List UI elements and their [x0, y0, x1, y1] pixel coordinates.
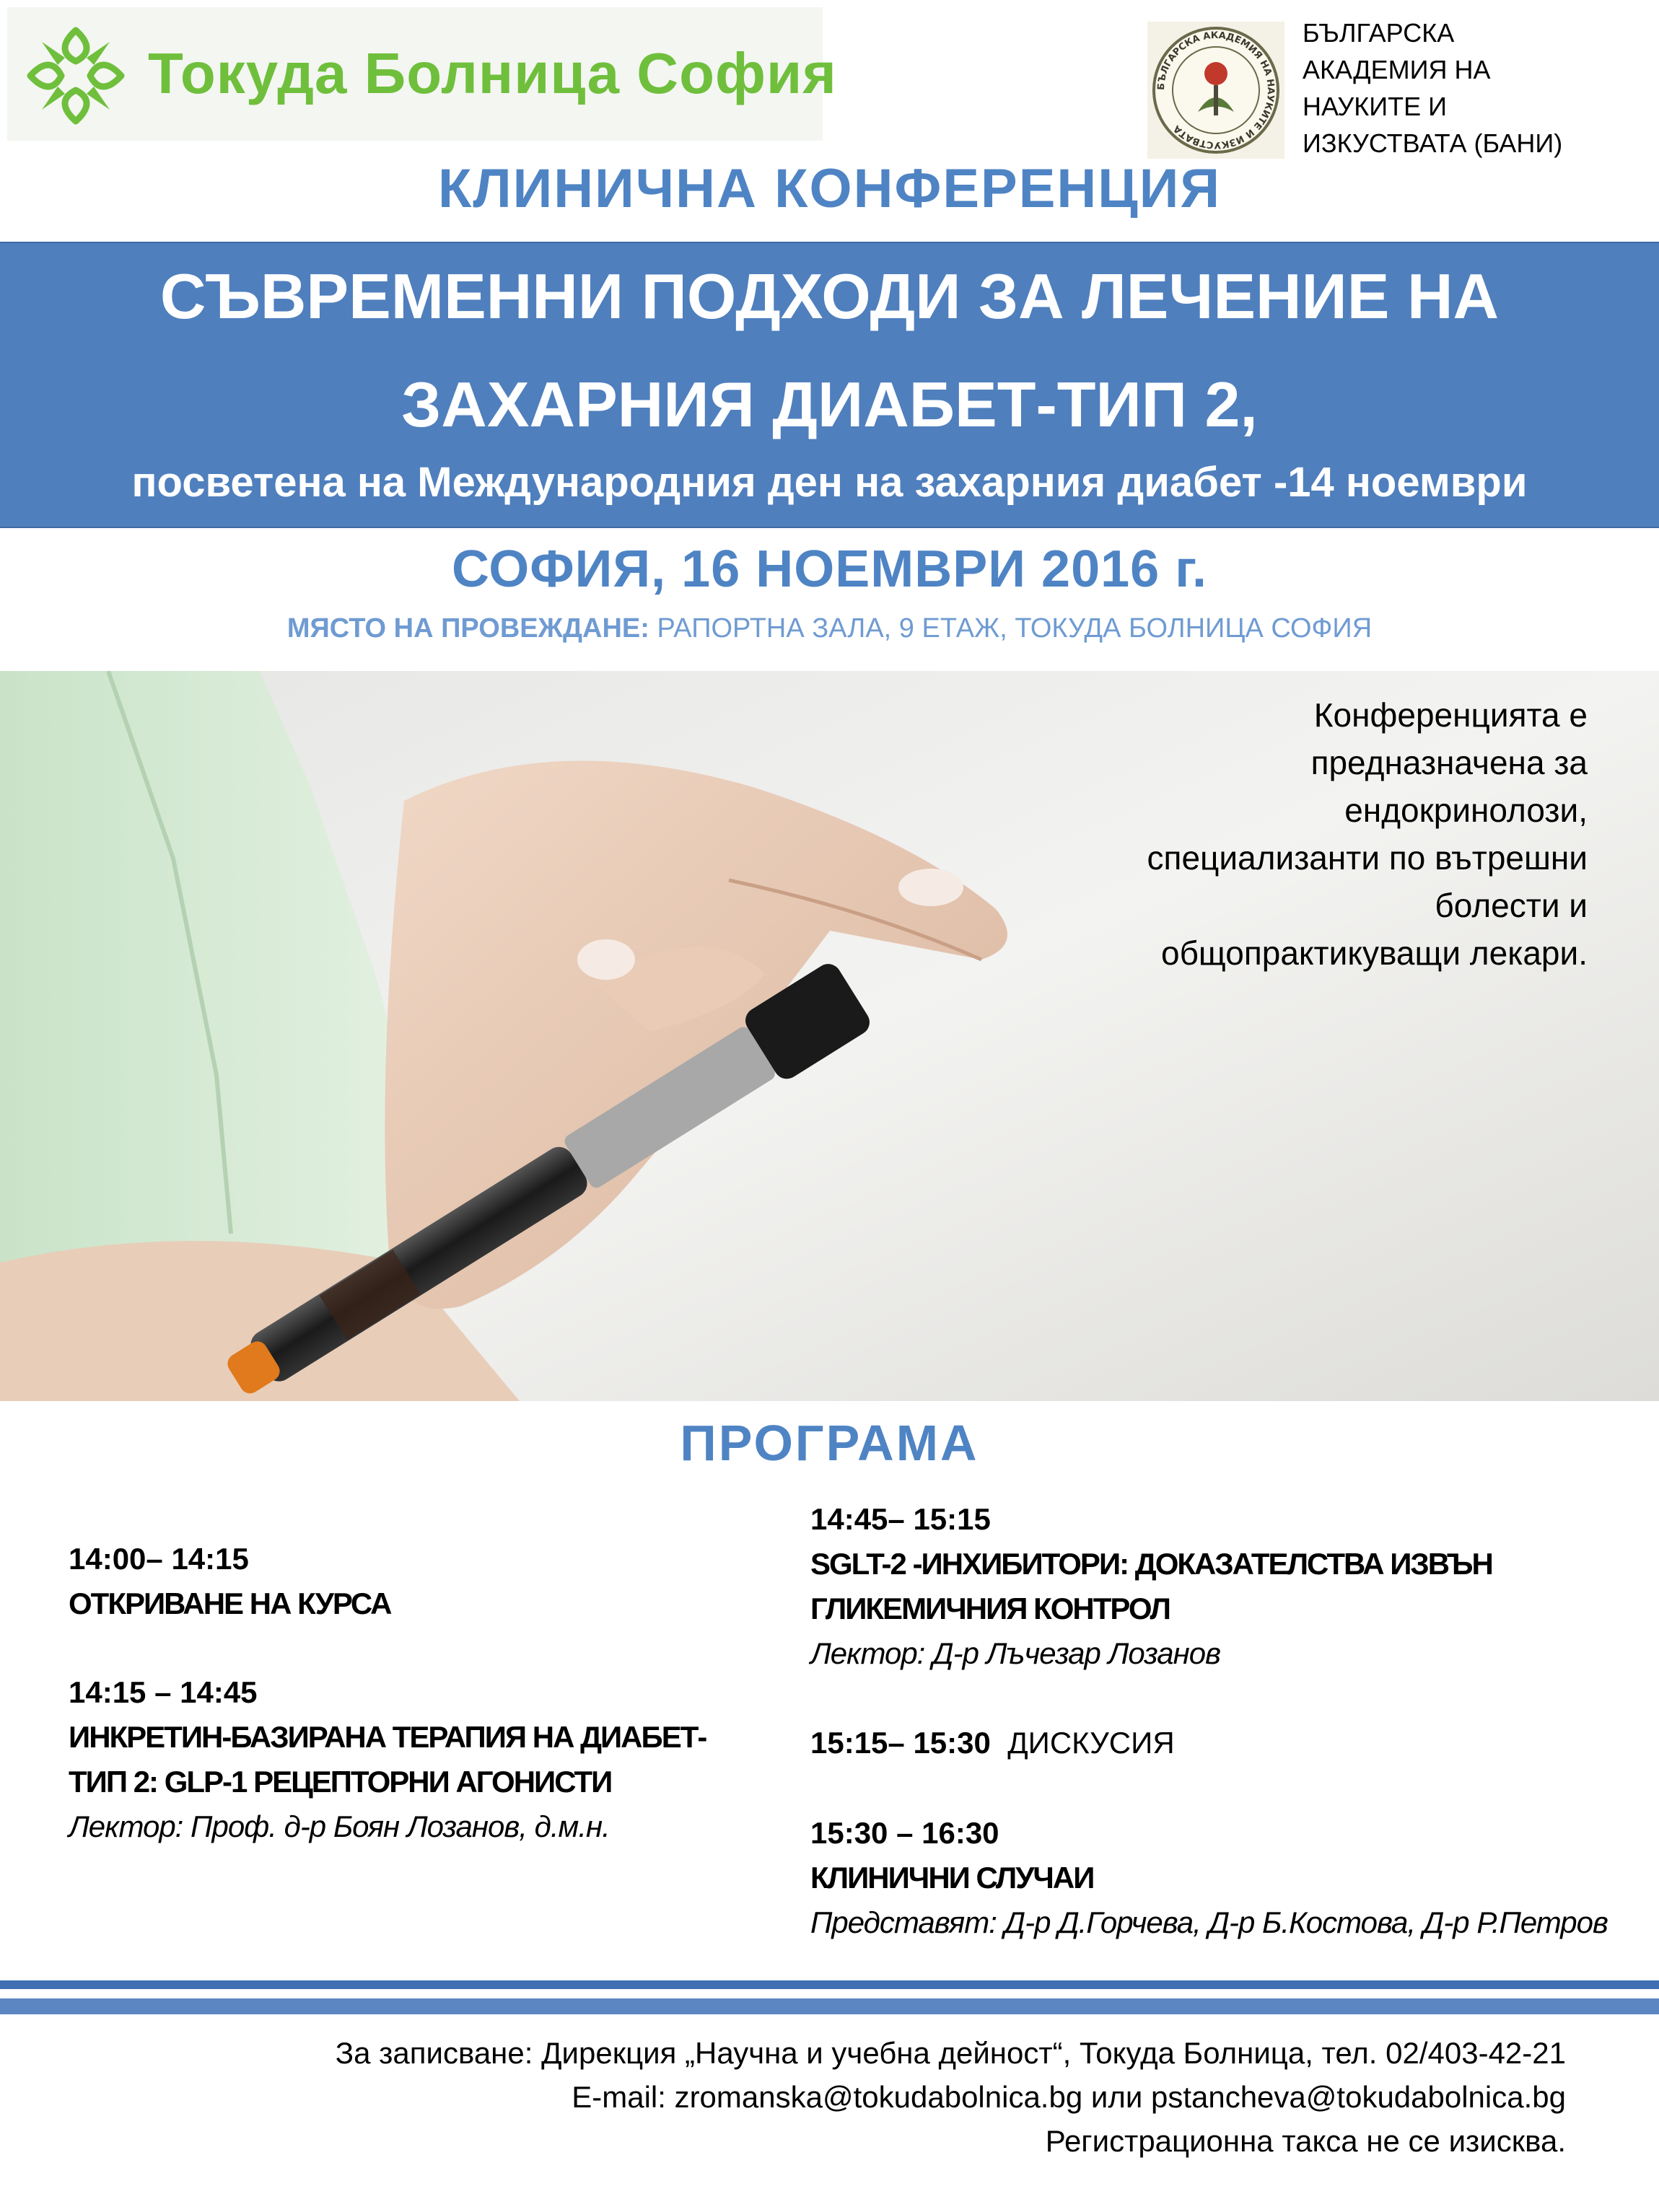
slot-lecturer: Лектор: Д-р Лъчезар Лозанов	[810, 1636, 1221, 1670]
program-slot	[810, 1811, 1640, 1945]
registration-info	[144, 2031, 1566, 2163]
registration-email: E-mail: zromanska@tokudabolnica.bg или pstancheva@tokudabolnica.bg	[572, 2080, 1566, 2114]
event-date: СОФИЯ, 16 НОЕМВРИ 2016 г.	[452, 540, 1207, 598]
title-line-2: ЗАХАРНИЯ ДИАБЕТ-ТИП 2,	[401, 369, 1258, 440]
hospital-logo-icon	[22, 22, 130, 130]
program-slot	[69, 1537, 790, 1626]
slot-topic: ИНКРЕТИН-БАЗИРАНА ТЕРАПИЯ НА ДИАБЕТ-	[69, 1720, 706, 1754]
event-venue	[0, 613, 1659, 644]
hospital-name: Токуда Болница София	[148, 41, 837, 105]
conference-label: КЛИНИЧНА КОНФЕРЕНЦИЯ	[437, 158, 1222, 219]
target-audience: Конференцията е предназначена за ендокринолози, специализанти по вътрешни болести и общопрактикуващи лекари.	[1147, 696, 1588, 972]
venue-value: РАПОРТНА ЗАЛА, 9 ЕТАЖ, ТОКУДА БОЛНИЦА СОФИЯ	[657, 613, 1373, 644]
slot-topic: ОТКРИВАНЕ НА КУРСА	[69, 1586, 391, 1620]
slot-topic: ТИП 2: GLP-1 РЕЦЕПТОРНИ АГОНИСТИ	[69, 1765, 612, 1799]
title-line-1: СЪВРЕМЕННИ ПОДХОДИ ЗА ЛЕЧЕНИЕ НА	[159, 260, 1500, 332]
slot-time: 15:15– 15:30	[810, 1726, 991, 1760]
registration-contact: За записване: Дирекция „Научна и учебна дейност“, Токуда Болница, тел. 02/403-42-21	[335, 2036, 1566, 2070]
slot-time: 14:00– 14:15	[69, 1542, 249, 1576]
slot-time: 14:15 – 14:45	[69, 1675, 258, 1709]
venue-label: МЯСТО НА ПРОВЕЖДАНЕ:	[286, 613, 649, 644]
slot-lecturer: Представят: Д-р Д.Горчева, Д-р Б.Костова, Д-р Р.Петров	[810, 1905, 1608, 1939]
slot-time: 15:30 – 16:30	[810, 1816, 999, 1850]
title-subtitle: посветена на Международния ден на захарния диабет -14 ноември	[131, 459, 1528, 506]
registration-fee-note: Регистрационна такса не се изисква.	[1045, 2124, 1566, 2158]
slot-topic: КЛИНИЧНИ СЛУЧАИ	[810, 1861, 1094, 1895]
program-slot	[810, 1721, 1604, 1765]
svg-text:БЪЛГАРСКА АКАДЕМИЯ НА НАУКИТЕ: БЪЛГАРСКА АКАДЕМИЯ НА НАУКИТЕ И ИЗКУСТВАТА	[1155, 30, 1277, 151]
slot-lecturer: Лектор: Проф. д-р Боян Лозанов, д.м.н.	[69, 1809, 610, 1843]
program-slot	[69, 1670, 790, 1849]
slot-topic: SGLT-2 -ИНХИБИТОРИ: ДОКАЗАТЕЛСТВА ИЗВЪН	[810, 1547, 1492, 1581]
divider	[0, 1980, 1659, 1989]
program-title: ПРОГРАМА	[680, 1415, 979, 1471]
program-slot	[810, 1497, 1604, 1676]
divider	[0, 1998, 1659, 2014]
academy-seal-icon	[1147, 22, 1284, 159]
slot-topic: ДИСКУСИЯ	[1007, 1726, 1175, 1760]
slot-time: 14:45– 15:15	[810, 1502, 991, 1536]
slot-topic: ГЛИКЕМИЧНИЯ КОНТРОЛ	[810, 1592, 1170, 1625]
academy-name: БЪЛГАРСКА АКАДЕМИЯ НА НАУКИТЕ И ИЗКУСТВАТА (БАНИ)	[1303, 18, 1563, 158]
